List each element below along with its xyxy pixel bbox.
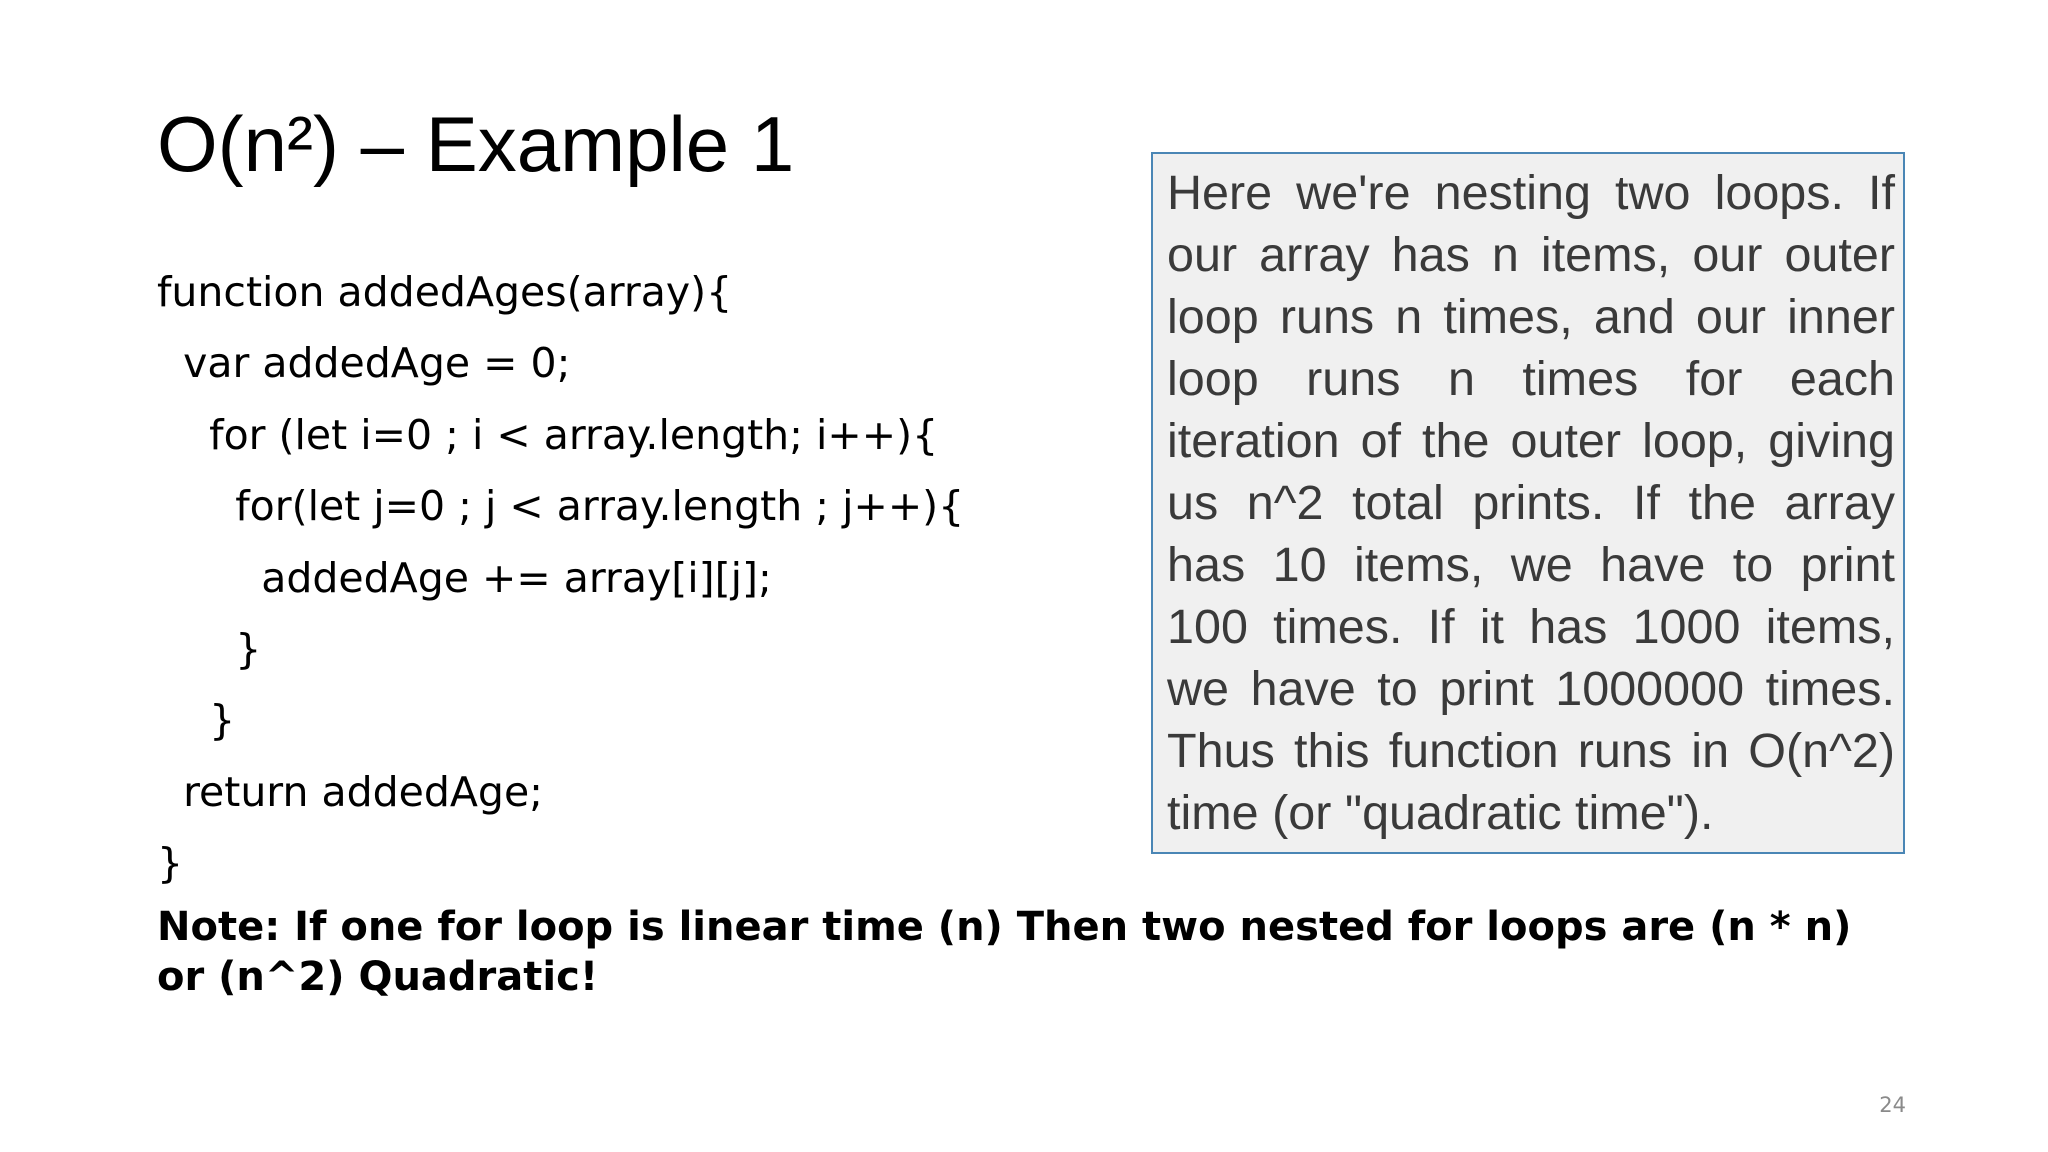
code-line: function addedAges(array){ bbox=[157, 268, 733, 316]
note-text: Note: If one for loop is linear time (n) Then two nested for loops are (n * n) or (n^2) Quadratic! bbox=[157, 904, 1852, 1000]
slide-title: O(n²) – Example 1 bbox=[157, 100, 795, 188]
code-line: for(let j=0 ; j < array.length ; j++){ bbox=[157, 482, 965, 531]
code-block bbox=[157, 257, 964, 900]
explanation-callout bbox=[1151, 152, 1905, 854]
page-number: 24 bbox=[1879, 1093, 1906, 1117]
callout-text: Here we're nesting two loops. If our array has n items, our outer loop runs n times, and our inner loop runs n times for each iteration of the outer loop, giving us n^2 total prints. If the array has 10 items, we have to print 100 times. If it has 1000 items, we have to print 1000000 times. Thus this function runs in O(n^2) time (or "quadratic time"). bbox=[1167, 166, 1895, 840]
code-line: } bbox=[157, 624, 262, 673]
code-line: return addedAge; bbox=[157, 767, 543, 816]
code-line: for (let i=0 ; i < array.length; i++){ bbox=[157, 410, 939, 459]
code-line: } bbox=[157, 839, 184, 888]
code-line: var addedAge = 0; bbox=[157, 339, 571, 388]
code-line: } bbox=[157, 696, 236, 745]
code-line: addedAge += array[i][j]; bbox=[157, 553, 772, 602]
